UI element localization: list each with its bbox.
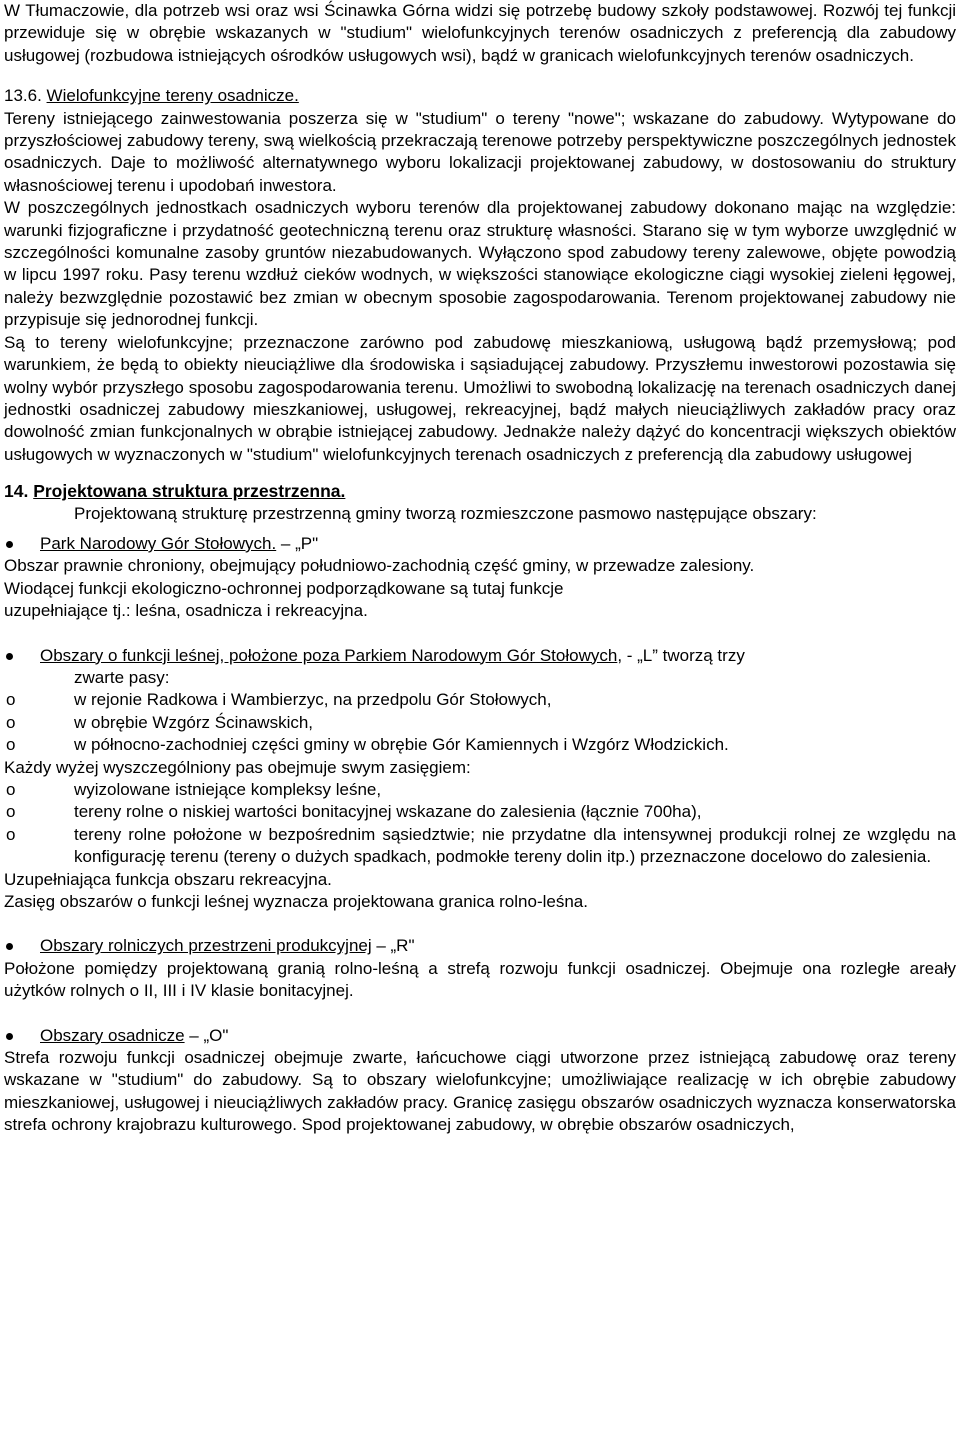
forest-code: , - „L” tworzą trzy bbox=[617, 645, 745, 665]
park-code: – „P" bbox=[276, 533, 319, 553]
forest-scope-item bbox=[4, 779, 956, 801]
section-13-6-paragraph-3: Są to tereny wielofunkcyjne; przeznaczone zarówno pod zabudowę mieszkaniową, usługową bądź przemysłową; pod warunkiem, że będą to obiekty nieuciążliwe dla środowiska i sąsiadującej zabudowy. Przyszłemu inwestorowi pozostawia się wolny wybór przyszłego sposobu zagospodarowania terenu. Umożliwi to swobodną lokalizację na terenach osadniczych danej jednostki osadniczej zabudowy mieszkaniowej, usługowej, rekreacyjnej, bądź małych nieuciążliwych zakładów pracy oraz dowolność zmian funkcjonalnych w obrąbie istniejącej zabudowy. Jednakże należy dążyć do koncentracji większych obiektów usługowych w wyznaczonych w "studium" wielofunkcyjnych terenach osadniczych z preferencją dla zabudowy usługowej bbox=[4, 332, 956, 464]
circle-bullet-icon: o bbox=[6, 802, 16, 822]
forest-band-text: w północno-zachodniej części gminy w obrębie Gór Kamiennych i Wzgórz Włodzickich. bbox=[74, 735, 729, 755]
park-line-2: Wiodącej funkcji ekologiczno-ochronnej podporządkowane są tutaj funkcje bbox=[4, 578, 564, 598]
agri-code: – „R" bbox=[371, 936, 415, 956]
section-13-6-paragraph-2: W poszczególnych jednostkach osadniczych wyboru terenów dla projektowanej zabudowy dokonano mając na względzie: warunki fizjograficzne i przydatność geotechniczną terenu oraz strukturę własności. Starano się w tym wyborze uwzględnić w szczególności komunalne zasoby gruntów niezabudowanych. Wyłączono spod zabudowy tereny zalewowe, objęte powodzią w lipcu 1997 roku. Pasy terenu wzdłuż cieków wodnych, w większości stanowiące ekologiczne ciągi wysokiej zieleni łęgowej, należy bezwzględnie pozostawić bez zmian w obecnym sposobie zagospodarowania. Terenom projektowanej zabudowy nie przypisuje się jednorodnej funkcji. bbox=[4, 198, 956, 330]
bullet-icon bbox=[6, 1033, 13, 1040]
bullet-icon bbox=[6, 653, 13, 660]
settle-title: Obszary osadnicze bbox=[40, 1025, 185, 1045]
intro-paragraph: W Tłumaczowie, dla potrzeb wsi oraz wsi Ścinawka Górna widzi się potrzebę budowy szkoły podstawowej. Rozwój tej funkcji przewiduje się w obrębie wskazanych w "studium" wielofunkcyjnych terenów osadniczych z preferencją dla zabudowy usługowej (rozbudowa istniejących ośrodków usługowych wsi), bądź w granicach wielofunkcyjnych terenów osadniczych. bbox=[4, 1, 956, 65]
circle-bullet-icon: o bbox=[6, 780, 16, 799]
forest-after-2: Zasięg obszarów o funkcji leśnej wyznacza projektowana granica rolno-leśna. bbox=[4, 892, 588, 912]
forest-band-item bbox=[4, 712, 956, 734]
bullet-icon bbox=[6, 541, 13, 548]
section-13-6-heading bbox=[4, 85, 956, 107]
section-14-number: 14. bbox=[4, 481, 29, 502]
section-title: Wielofunkcyjne tereny osadnicze. bbox=[46, 86, 299, 106]
settle-code: – „O" bbox=[184, 1025, 229, 1045]
circle-bullet-icon: o bbox=[6, 690, 16, 710]
circle-bullet-icon: o bbox=[6, 735, 16, 755]
forest-scope-text: tereny rolne o niskiej wartości bonitacyjnej wskazane do zalesienia (łącznie 700ha), bbox=[74, 802, 702, 822]
list-item-agri bbox=[4, 935, 956, 957]
forest-band-text: w obrębie Wzgórz Ścinawskich, bbox=[74, 712, 314, 732]
list-item-park bbox=[4, 533, 956, 555]
forest-band-text: w rejonie Radkowa i Wambierzyc, na przedpolu Gór Stołowych, bbox=[74, 690, 552, 710]
forest-band-item bbox=[4, 734, 956, 756]
forest-scope-text: wyizolowane istniejące kompleksy leśne, bbox=[74, 780, 382, 799]
forest-band-item bbox=[4, 689, 956, 711]
section-13-6-paragraph-1: Tereny istniejącego zainwestowania poszerza się w "studium" o tereny "nowe"; wskazane do zabudowy. Wytypowane do przyszłościowej zabudowy tereny, swą wielkością przekraczają terenowe potrzeby perspektywiczne poszczególnych jednostek osadniczych. Daje to możliwość alternatywnego wyboru lokalizacji projektowanej zabudowy, w dostosowaniu do struktury własnościowej terenu i upodobań inwestora. bbox=[4, 108, 956, 195]
spacer bbox=[4, 623, 956, 645]
forest-title: Obszary o funkcji leśnej, położone poza Parkiem Narodowym Gór Stołowych bbox=[40, 645, 618, 665]
circle-bullet-icon: o bbox=[6, 712, 16, 732]
spacer bbox=[4, 67, 956, 85]
list-item-forest bbox=[4, 645, 956, 667]
park-line-3: uzupełniające tj.: leśna, osadnicza i rekreacyjna. bbox=[4, 601, 368, 621]
section-14-intro: Projektowaną strukturę przestrzenną gminy tworzą rozmieszczone pasmowo następujące obszary: bbox=[74, 503, 817, 523]
forest-scope-intro: Każdy wyżej wyszczególniony pas obejmuje swym zasięgiem: bbox=[4, 757, 471, 777]
bullet-icon bbox=[6, 943, 13, 950]
section-14-heading bbox=[4, 480, 956, 502]
park-line-1: Obszar prawnie chroniony, obejmujący południowo-zachodnią część gminy, w przewadze zalesiony. bbox=[4, 556, 755, 576]
spacer bbox=[4, 1003, 956, 1025]
agri-text: Położone pomiędzy projektowaną granią rolno-leśną a strefą rozwoju funkcji osadniczej. Obejmuje ona rozległe areały użytków rolnych o II, III i IV klasie bonitacyjnej. bbox=[4, 958, 956, 1001]
settle-text: Strefa rozwoju funkcji osadniczej obejmuje zwarte, łańcuchowe ciągi utworzone przez istniejącą zabudowę oraz tereny wskazane w "studium" do zabudowy. Są to obszary wielofunkcyjne; umożliwiające realizację w ich obrębie zabudowy mieszkaniowej, usługowej i nieuciążliwych zakładów pracy. Granicę zasięgu obszarów osadniczych wyznacza konserwatorska strefa ochrony krajobrazu kulturowego. Spod projektowanej zabudowy, w obrębie obszarów osadniczych, bbox=[4, 1048, 956, 1135]
forest-scope-item bbox=[4, 824, 956, 869]
section-number: 13.6. bbox=[4, 86, 42, 106]
spacer bbox=[4, 913, 956, 935]
agri-title: Obszary rolniczych przestrzeni produkcyjnej bbox=[40, 936, 372, 956]
list-item-settle bbox=[4, 1025, 956, 1047]
forest-continuation: zwarte pasy: bbox=[74, 667, 170, 687]
document-page bbox=[4, 0, 956, 1137]
forest-after-1: Uzupełniająca funkcja obszaru rekreacyjna. bbox=[4, 869, 332, 889]
forest-scope-item bbox=[4, 801, 956, 823]
forest-scope-text: tereny rolne położone w bezpośrednim sąsiedztwie; nie przydatne dla intensywnej produkcji rolnej ze względu na konfigurację terenu (tereny o dużych spadkach, podmokłe tereny dolin itp.) przeznaczone docelowo do zalesienia. bbox=[74, 824, 956, 867]
section-14-title: Projektowana struktura przestrzenna. bbox=[33, 481, 346, 502]
circle-bullet-icon: o bbox=[6, 824, 16, 844]
park-title: Park Narodowy Gór Stołowych. bbox=[40, 533, 277, 553]
